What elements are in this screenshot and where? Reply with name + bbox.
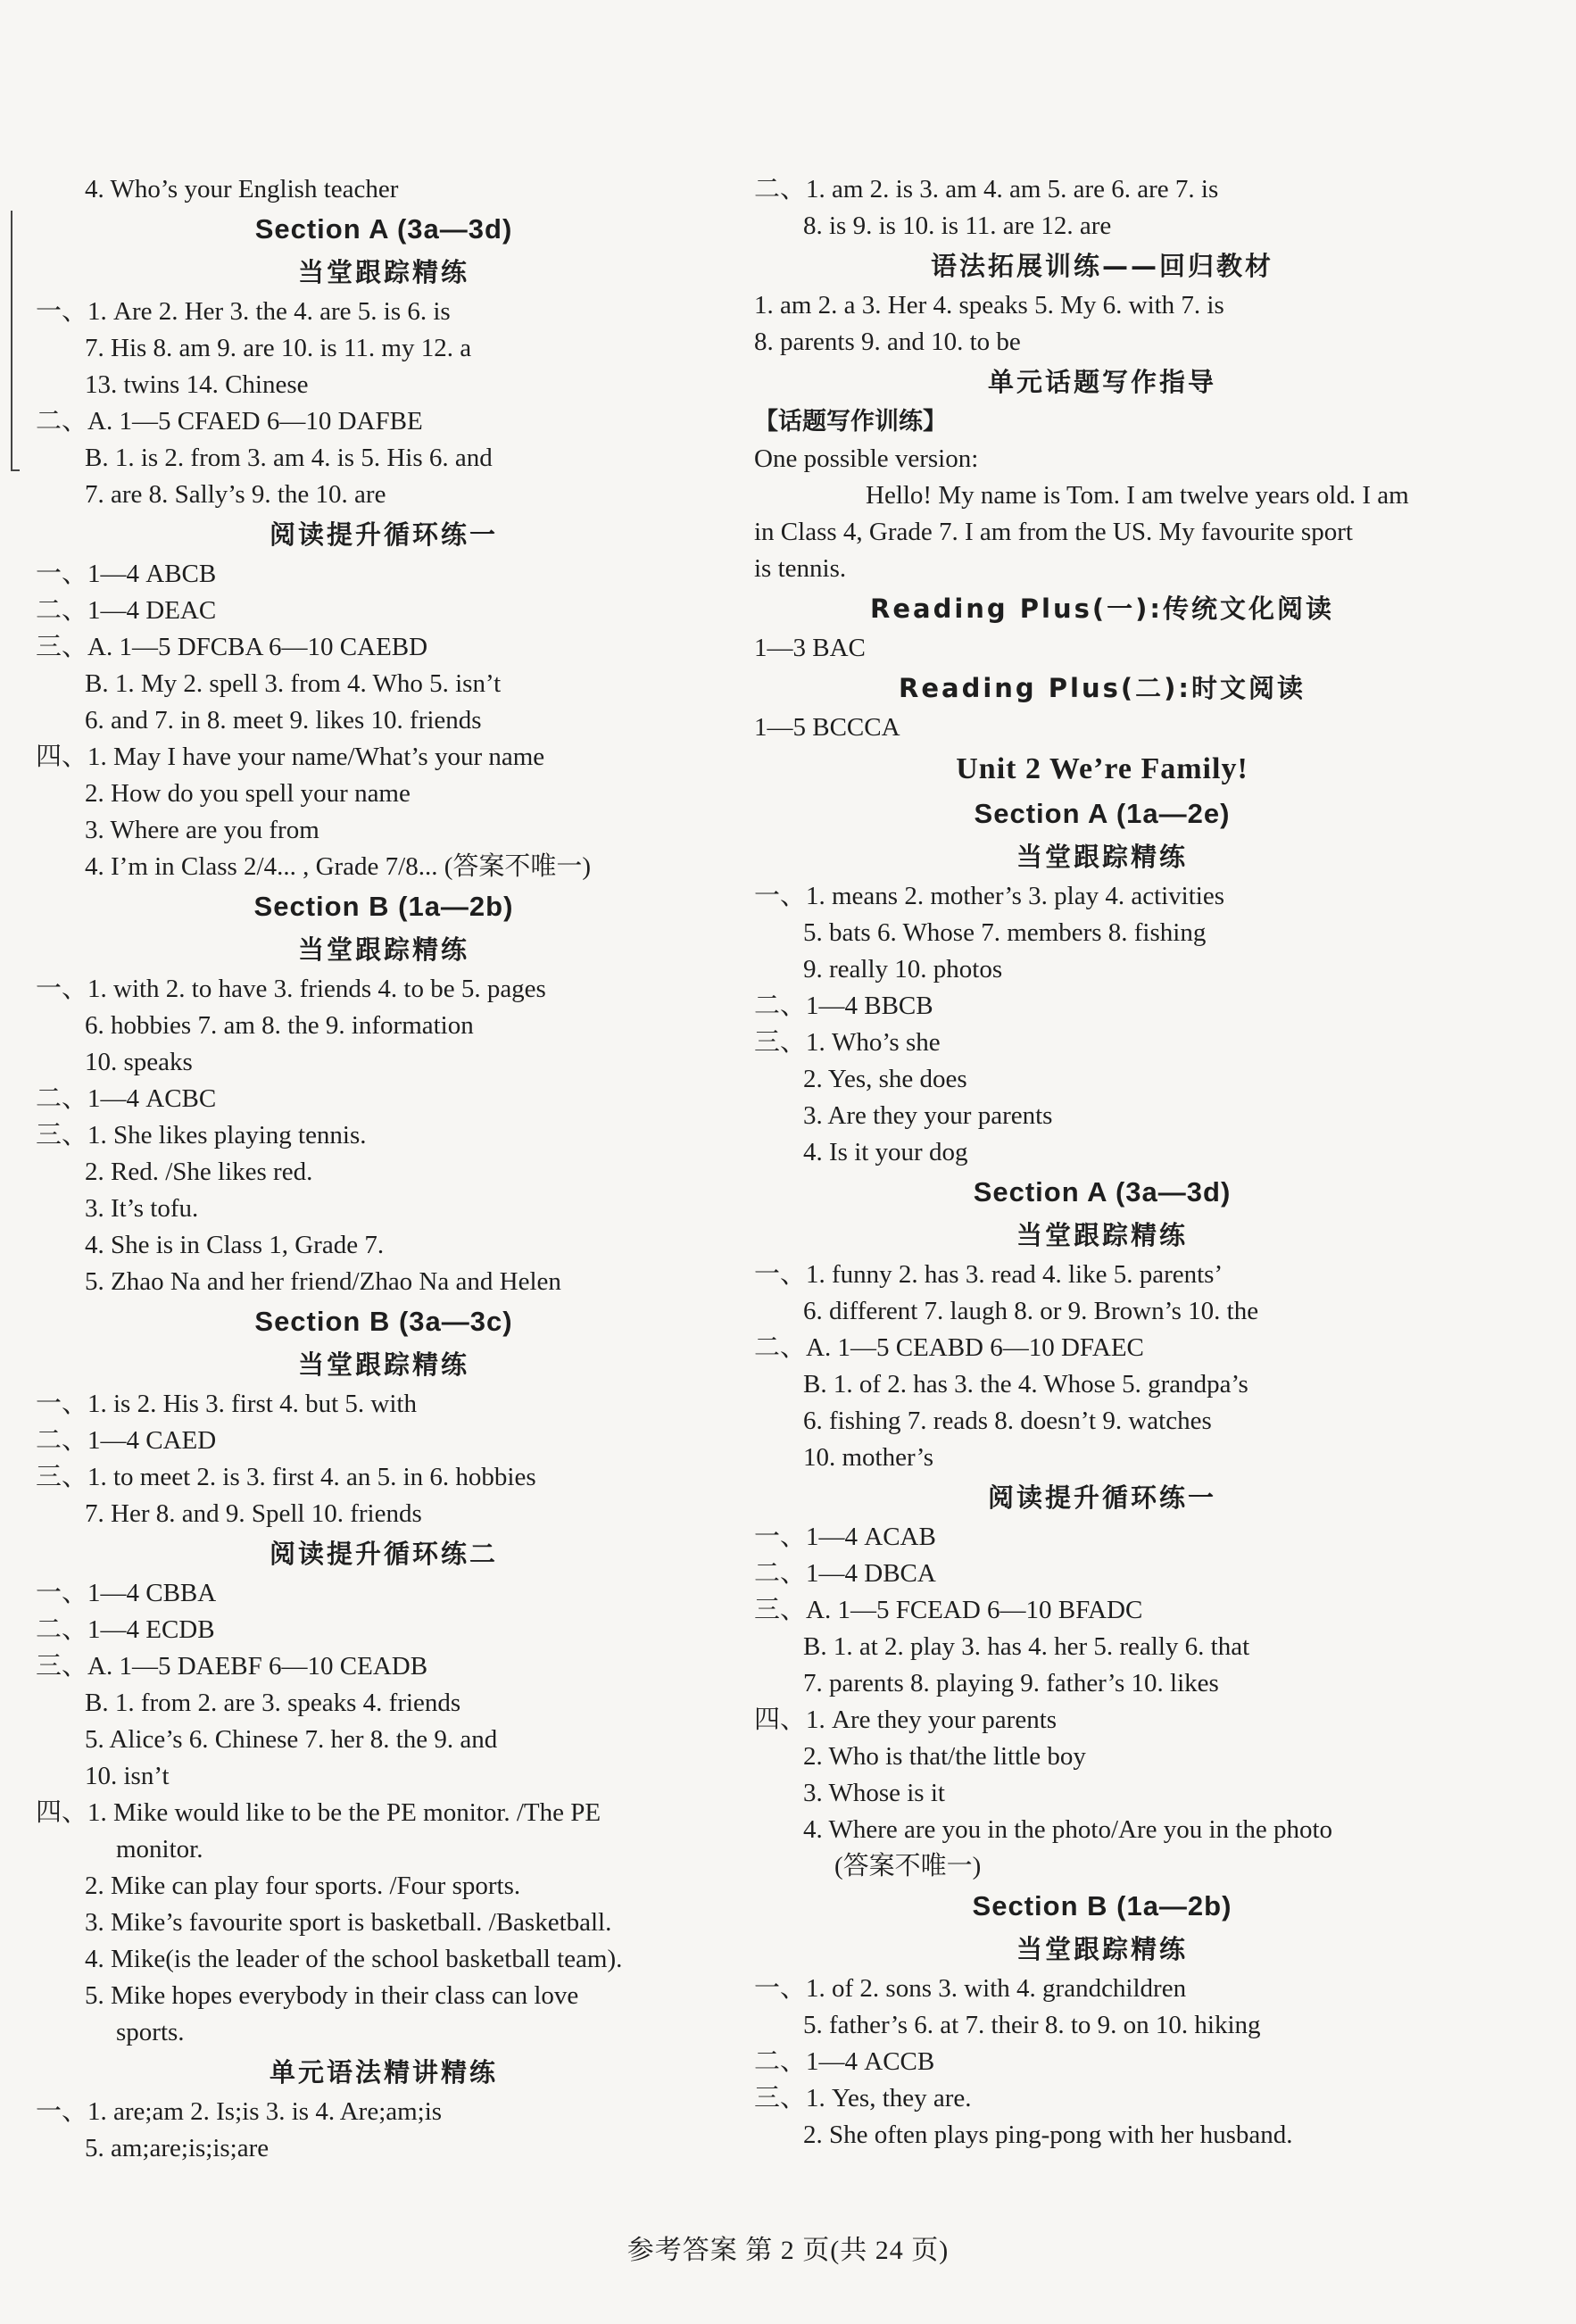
answer-line: 2. Mike can play four sports. /Four sports. [85,1872,521,1900]
answer-line: 二、1—4 ACBC [36,1084,217,1113]
answer-line: 7. parents 8. playing 9. father’s 10. likes [803,1669,1219,1697]
answer-line: 4. Who’s your English teacher [85,175,399,203]
answer-line: 5. Zhao Na and her friend/Zhao Na and Helen [85,1267,561,1296]
subsection-heading: 阅读提升循环练一 [987,1482,1216,1513]
answer-line: B. 1. of 2. has 3. the 4. Whose 5. grandpa’s [803,1370,1248,1399]
answer-line: B. 1. from 2. are 3. speaks 4. friends [85,1689,461,1717]
answer-line: 5. bats 6. Whose 7. members 8. fishing [803,918,1207,947]
answer-line: is tennis. [754,554,847,583]
binding-edge-tick [11,469,20,471]
answer-line: 4. She is in Class 1, Grade 7. [85,1231,385,1259]
answer-line: 二、1—4 DEAC [36,596,217,625]
answer-line: 三、A. 1—5 DFCBA 6—10 CAEBD [36,633,428,661]
answer-line: 3. Whose is it [803,1779,945,1807]
answer-line: 6. hobbies 7. am 8. the 9. information [85,1011,474,1040]
answer-line: 一、1—4 CBBA [36,1579,217,1607]
answer-line: 1—3 BAC [754,634,866,662]
right-column [754,171,1450,2154]
answer-line: 7. Her 8. and 9. Spell 10. friends [85,1499,422,1528]
answer-line: 9. really 10. photos [803,955,1003,984]
answer-line: 10. isn’t [85,1762,170,1790]
subsection-heading: 当堂跟踪精练 [297,257,469,287]
unit-heading: Unit 2 We’re Family! [956,752,1248,785]
subsection-heading: 当堂跟踪精练 [1016,1934,1188,1964]
answer-line: B. 1. is 2. from 3. am 4. is 5. His 6. and [85,444,493,472]
answer-line: 3. Where are you from [85,816,319,844]
answer-line: 2. Red. /She likes red. [85,1158,313,1186]
answer-line: in Class 4, Grade 7. I am from the US. My favourite sport [754,518,1353,546]
answer-line: B. 1. My 2. spell 3. from 4. Who 5. isn’t [85,669,502,698]
subsection-heading: 语法拓展训练——回归教材 [930,251,1273,281]
answer-line: 6. and 7. in 8. meet 9. likes 10. friends [85,706,482,735]
section-heading: Section B (3a—3c) [254,1306,513,1337]
section-heading: Section A (3a—3d) [254,213,513,245]
answer-line: 4. Where are you in the photo/Are you in the photo [803,1815,1333,1844]
answer-line: monitor. [116,1835,203,1863]
answer-line: 一、1. with 2. to have 3. friends 4. to be 5. pages [36,975,546,1003]
answer-line: 5. Alice’s 6. Chinese 7. her 8. the 9. and [85,1725,498,1754]
subsection-heading: 阅读提升循环练二 [269,1539,498,1569]
answer-line: 4. Mike(is the leader of the school basketball team). [85,1945,623,1973]
subsection-heading: 单元语法精讲精练 [269,2057,498,2087]
answer-line: 5. am;are;is;is;are [85,2134,270,2162]
answer-line: 二、1—4 ECDB [36,1615,215,1644]
subsection-heading: 当堂跟踪精练 [297,1349,469,1380]
answer-line: 一、1. means 2. mother’s 3. play 4. activities [754,882,1225,910]
answer-line: 6. different 7. laugh 8. or 9. Brown’s 10. the [803,1297,1259,1325]
answer-line: 四、1. Are they your parents [754,1706,1058,1734]
answer-line: 13. twins 14. Chinese [85,370,309,399]
answer-line: 2. She often plays ping-pong with her husband. [803,2121,1293,2149]
answer-line: 一、1. of 2. sons 3. with 4. grandchildren [754,1974,1187,2003]
answer-line: Hello! My name is Tom. I am twelve years old. I am [866,481,1409,510]
answer-line: 二、1—4 DBCA [754,1559,936,1588]
answer-line: 4. I’m in Class 2/4... , Grade 7/8... (答案不唯一) [85,852,592,881]
subsection-heading: Reading Plus(一):传统文化阅读 [870,593,1334,624]
answer-line: 一、1—4 ACAB [754,1523,936,1551]
answer-line: 三、1. Who’s she [754,1028,941,1057]
left-column [36,171,732,2167]
answer-line: 8. parents 9. and 10. to be [754,328,1021,356]
subsection-heading: 阅读提升循环练一 [269,519,498,550]
answer-line: 二、1—4 CAED [36,1426,217,1455]
answer-line: 10. mother’s [803,1443,934,1472]
answer-line: 4. Is it your dog [803,1138,968,1166]
answer-line: 7. His 8. am 9. are 10. is 11. my 12. a [85,334,472,362]
answer-line: 2. Who is that/the little boy [803,1742,1086,1771]
answer-line: 三、1. Yes, they are. [754,2084,972,2112]
answer-line: 一、1. Are 2. Her 3. the 4. are 5. is 6. is [36,297,451,326]
answer-line: 四、1. May I have your name/What’s your name [36,743,545,771]
answer-line: One possible version: [754,444,979,473]
section-heading: Section B (1a—2b) [972,1890,1232,1921]
answer-line: 一、1. are;am 2. Is;is 3. is 4. Are;am;is [36,2097,443,2126]
subsection-heading: 当堂跟踪精练 [1016,1220,1188,1250]
answer-line: sports. [116,2018,185,2046]
answer-line: 三、A. 1—5 FCEAD 6—10 BFADC [754,1596,1143,1624]
answer-line: 二、A. 1—5 CEABD 6—10 DFAEC [754,1333,1144,1362]
answer-line: 二、A. 1—5 CFAED 6—10 DAFBE [36,407,423,436]
answer-line: 5. father’s 6. at 7. their 8. to 9. on 10. hiking [803,2011,1261,2039]
answer-line: 8. is 9. is 10. is 11. are 12. are [803,212,1112,240]
binding-edge-line [11,211,12,469]
subsection-heading: 当堂跟踪精练 [1016,842,1188,872]
answer-line: 三、1. She likes playing tennis. [36,1121,367,1150]
answer-line: 三、A. 1—5 DAEBF 6—10 CEADB [36,1652,428,1681]
writing-label: 【话题写作训练】 [754,408,947,436]
answer-line: 10. speaks [85,1048,193,1076]
answer-line: 7. are 8. Sally’s 9. the 10. are [85,480,386,509]
section-heading: Section A (3a—3d) [973,1176,1232,1208]
answer-line: 6. fishing 7. reads 8. doesn’t 9. watches [803,1407,1212,1435]
answer-line: 三、1. to meet 2. is 3. first 4. an 5. in 6. hobbies [36,1463,536,1491]
section-heading: Section B (1a—2b) [253,891,514,922]
answer-line: 1. am 2. a 3. Her 4. speaks 5. My 6. with 7. is [754,291,1224,320]
subsection-heading: 单元话题写作指导 [987,367,1216,397]
answer-line: 一、1. is 2. His 3. first 4. but 5. with [36,1390,417,1418]
answer-line: 一、1. funny 2. has 3. read 4. like 5. parents’ [754,1260,1223,1289]
subsection-heading: Reading Plus(二):时文阅读 [899,673,1306,703]
answer-line: 2. Yes, she does [803,1065,967,1093]
answer-line: 一、1—4 ABCB [36,560,217,588]
answer-line: 二、1. am 2. is 3. am 4. am 5. are 6. are 7. is [754,175,1219,203]
section-heading: Section A (1a—2e) [974,798,1231,829]
answer-line: 二、1—4 ACCB [754,2047,935,2076]
answer-line: 3. Are they your parents [803,1101,1053,1130]
answer-line: 3. Mike’s favourite sport is basketball. /Basketball. [85,1908,612,1937]
subsection-heading: 当堂跟踪精练 [297,934,469,965]
answer-line: 5. Mike hopes everybody in their class can love [85,1981,579,2010]
page-footer: 参考答案 第 2 页(共 24 页) [626,2236,950,2265]
answer-line: 1—5 BCCCA [754,713,900,742]
answer-line: 2. How do you spell your name [85,779,411,808]
answer-line: 3. It’s tofu. [85,1194,199,1223]
answer-line: 四、1. Mike would like to be the PE monitor. /The PE [36,1798,601,1827]
answer-line: 二、1—4 BBCB [754,992,933,1020]
answer-line: (答案不唯一) [834,1852,982,1880]
answer-line: B. 1. at 2. play 3. has 4. her 5. really 6. that [803,1632,1250,1661]
